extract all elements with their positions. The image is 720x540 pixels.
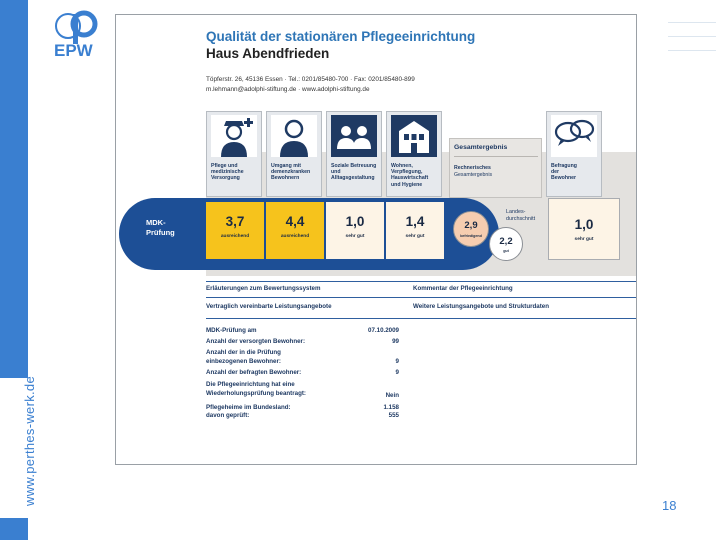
overall-result-header	[449, 138, 542, 198]
fact-label: Anzahl der befragten Bewohner:	[206, 369, 302, 376]
fact-label: MDK-Prüfung am	[206, 327, 257, 334]
category-social	[326, 111, 382, 197]
fact-label: davon geprüft:	[206, 412, 250, 419]
group-icon	[331, 115, 377, 157]
score-care	[206, 202, 264, 259]
report-title: Qualität der stationären Pflegeeinrichtung	[206, 29, 476, 44]
category-label: Umgang mit demenzkranken Bewohnern	[271, 163, 311, 182]
score-value: 2,2	[499, 236, 513, 247]
score-value: 4,4	[285, 214, 305, 229]
sidebar-stripe-top	[0, 0, 28, 378]
sidebar-stripe-bottom	[0, 518, 28, 540]
category-label: Befragung der Bewohner	[551, 163, 577, 182]
fact-label: Wiederholungsprüfung beantragt:	[206, 390, 306, 397]
facility-name: Haus Abendfrieden	[206, 46, 330, 61]
category-label: Wohnen, Verpflegung, Hauswirtschaft und Hygiene	[391, 163, 429, 188]
side-url[interactable]: www.perthes-werk.de	[22, 376, 37, 506]
category-label: Pflege und medizinische Versorgung	[211, 163, 244, 182]
link-contract-services[interactable]: Vertraglich vereinbarte Leistungsangebote	[206, 303, 332, 310]
category-care	[206, 111, 262, 197]
fact-value: 07.10.2009	[368, 327, 399, 334]
logo-text: EPW	[54, 41, 93, 58]
divider	[206, 318, 637, 319]
score-text: ausreichend	[280, 234, 310, 239]
link-comments[interactable]: Kommentar der Pflegeeinrichtung	[413, 285, 513, 292]
epw-logo	[50, 10, 102, 58]
quality-report-image	[115, 14, 637, 465]
fact-value: 9	[395, 358, 399, 365]
decor-line	[668, 36, 716, 37]
link-explanations[interactable]: Erläuterungen zum Bewertungssystem	[206, 285, 321, 292]
fact-value: Nein	[385, 392, 399, 399]
fact-label: Die Pflegeeinrichtung hat eine	[206, 381, 295, 388]
score-text: sehr gut	[345, 234, 365, 239]
fact-value: 9	[395, 369, 399, 376]
divider	[206, 297, 637, 298]
link-further-services[interactable]: Weitere Leistungsangebote und Strukturdaten	[413, 303, 550, 310]
category-living	[386, 111, 442, 197]
building-icon	[391, 115, 437, 157]
fact-label: einbezogenen Bewohner:	[206, 358, 281, 365]
category-label: Soziale Betreuung und Alltagsgestaltung	[331, 163, 377, 182]
score-value: 1,0	[345, 214, 365, 229]
score-value: 3,7	[225, 214, 245, 229]
category-survey	[546, 111, 602, 197]
overall-sub: Gesamtergebnis	[454, 172, 493, 178]
address-line: Töpferstr. 26, 45136 Essen · Tel.: 0201/85480-700 · Fax: 0201/85480-899	[206, 76, 415, 83]
score-value: 2,9	[464, 220, 478, 231]
overall-title: Gesamtergebnis	[454, 144, 508, 151]
score-text: sehr gut	[405, 234, 425, 239]
score-text: sehr gut	[574, 237, 594, 242]
divider	[206, 281, 637, 282]
fact-value: 555	[388, 412, 399, 419]
score-living	[386, 202, 444, 259]
survey-score	[548, 198, 620, 260]
score-social	[326, 202, 384, 259]
score-value: 1,0	[574, 217, 594, 232]
score-dementia	[266, 202, 324, 259]
score-value: 1,4	[405, 214, 425, 229]
land-average-label: Landes- durchschnitt	[506, 209, 536, 222]
decor-line	[668, 22, 716, 23]
score-text: ausreichend	[220, 234, 250, 239]
fact-label: Anzahl der versorgten Bewohner:	[206, 338, 306, 345]
mdk-label: MDK- Prüfung	[146, 218, 175, 237]
score-text: gut	[503, 249, 509, 253]
decor-line	[668, 50, 716, 51]
fact-value: 99	[392, 338, 399, 345]
land-average-circle	[489, 227, 523, 261]
overall-sub: Rechnerisches	[454, 165, 491, 171]
divider	[454, 156, 538, 157]
page-number: 18	[662, 498, 677, 513]
total-score-circle	[453, 211, 489, 247]
nurse-icon	[211, 115, 257, 157]
person-icon	[271, 115, 317, 157]
contact-line: m.lehmann@adolphi-stiftung.de · www.adolphi-stiftung.de	[206, 86, 370, 93]
speech-bubbles-icon	[551, 115, 597, 157]
score-text: befriedigend	[460, 234, 482, 238]
category-dementia	[266, 111, 322, 197]
fact-value: 1.158	[383, 404, 399, 411]
fact-label: Anzahl der in die Prüfung	[206, 349, 281, 356]
fact-label: Pflegeheime im Bundesland:	[206, 404, 291, 411]
